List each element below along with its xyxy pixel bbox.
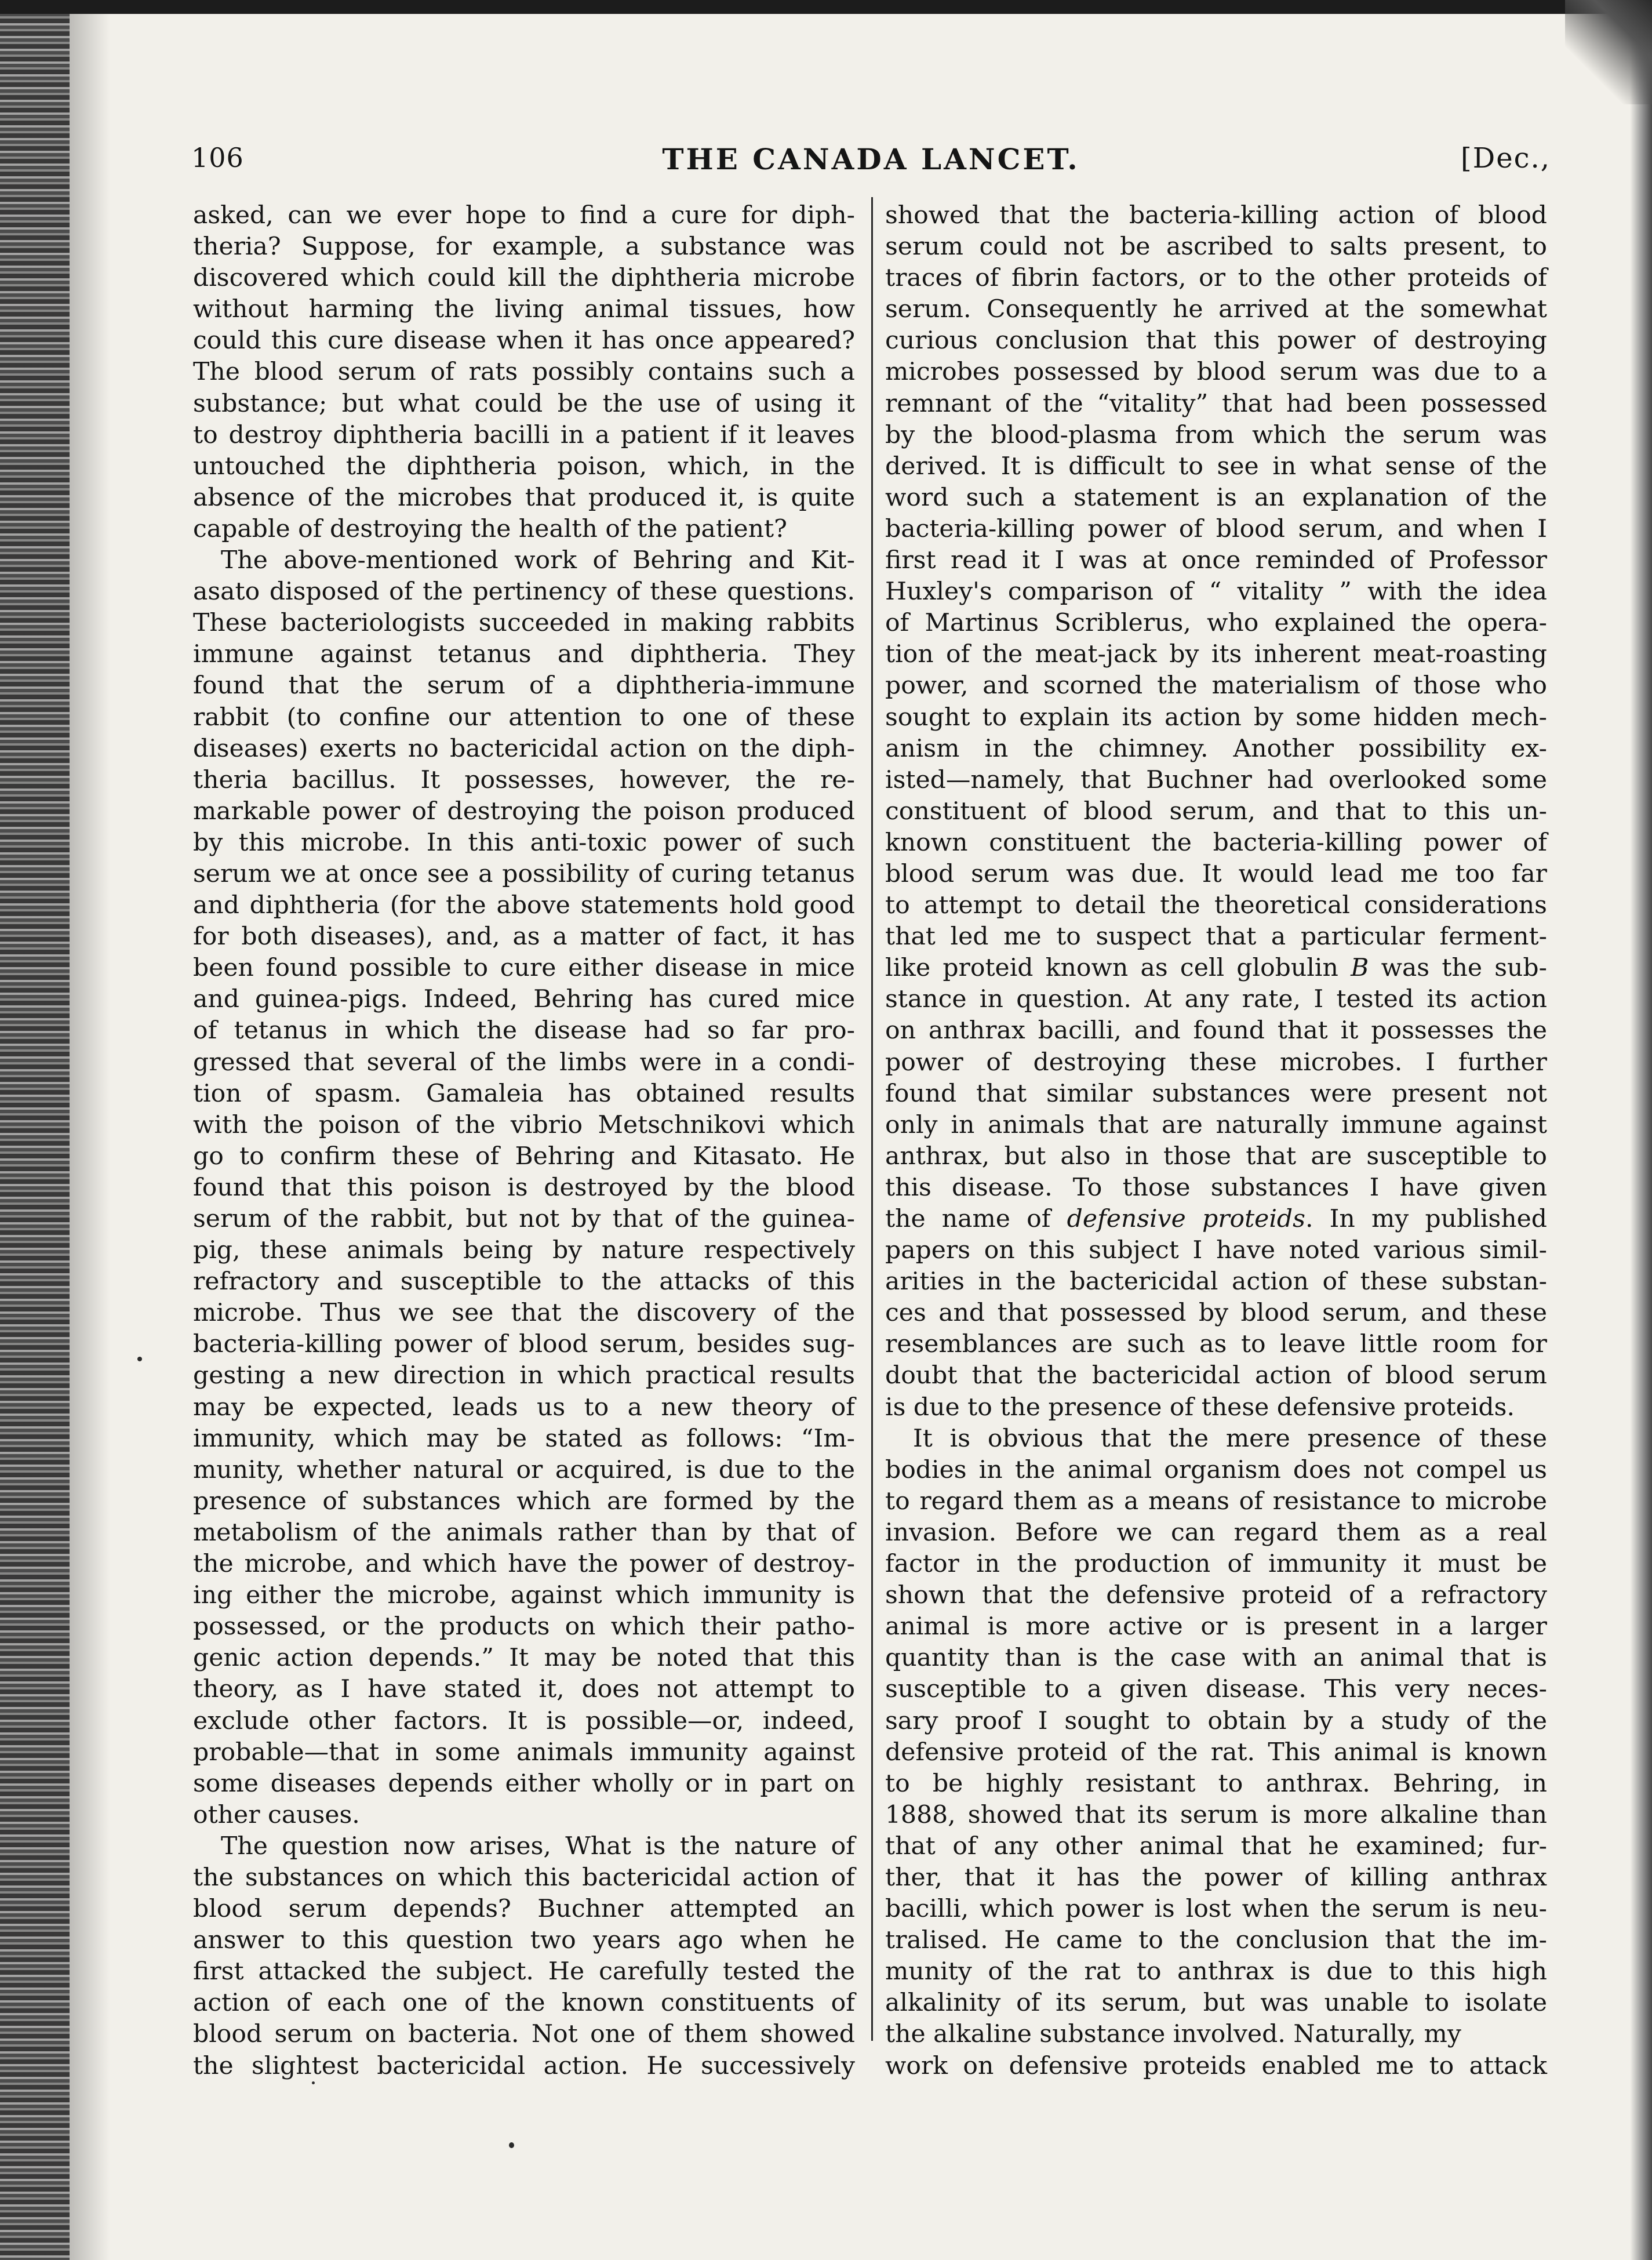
- text-line: the alkaline substance involved. Naturally, my: [885, 2020, 1461, 2049]
- text-line: to attempt to detail the theoretical considerations: [885, 891, 1547, 920]
- column-divider: [871, 197, 873, 2041]
- running-header: [191, 142, 1551, 188]
- text-line: the microbe, and which have the power of destroy-: [193, 1550, 855, 1579]
- text-line: alkalinity of its serum, but was unable to isolate: [885, 1989, 1547, 2018]
- journal-title: THE CANADA LANCET.: [662, 142, 1080, 176]
- text-line: to be highly resistant to anthrax. Behring, in: [885, 1769, 1547, 1798]
- text-line: that of any other animal that he examined; fur-: [885, 1832, 1547, 1861]
- text-line: power, and scorned the materialism of those who: [885, 671, 1547, 700]
- text-line: refractory and susceptible to the attacks of this: [193, 1267, 855, 1296]
- text-line: arities in the bactericidal action of these substan-: [885, 1267, 1547, 1296]
- text-line: is due to the presence of these defensive proteids.: [885, 1393, 1515, 1422]
- text-line: presence of substances which are formed by the: [193, 1487, 855, 1516]
- text-line: The question now arises, What is the nature of: [221, 1832, 855, 1861]
- text-line: remnant of the “vitality” that had been possessed: [885, 389, 1547, 418]
- text-line: diseases) exerts no bactericidal action on the diph-: [193, 734, 855, 763]
- text-line: work on defensive proteids enabled me to attack: [885, 2051, 1547, 2080]
- text-line: rabbit (to confine our attention to one of these: [193, 703, 855, 732]
- text-line: It is obvious that the mere presence of these: [913, 1424, 1547, 1453]
- text-line: found that the serum of a diphtheria-immune: [193, 671, 855, 700]
- text-line: ther, that it has the power of killing anthrax: [885, 1863, 1547, 1892]
- text-line: blood serum depends? Buchner attempted an: [193, 1895, 855, 1924]
- text-line: the substances on which this bactericidal action of: [193, 1863, 855, 1892]
- text-line: substance; but what could be the use of using it: [193, 389, 855, 418]
- text-line: Huxley's comparison of “ vitality ” with the idea: [885, 577, 1547, 606]
- text-line: power of destroying these microbes. I further: [885, 1048, 1547, 1077]
- text-line: the name of defensive proteids. In my published: [885, 1205, 1547, 1233]
- text-line: The blood serum of rats possibly contains such a: [193, 358, 855, 387]
- text-line: blood serum on bacteria. Not one of them showed: [193, 2020, 855, 2049]
- text-line: These bacteriologists succeeded in making rabbits: [193, 609, 855, 638]
- text-line: other causes.: [193, 1800, 360, 1829]
- text-line: serum could not be ascribed to salts present, to: [885, 232, 1547, 261]
- text-line: The above-mentioned work of Behring and Kit-: [221, 546, 855, 575]
- text-line: factor in the production of immunity it must be: [885, 1550, 1547, 1579]
- text-line: stance in question. At any rate, I tested its action: [885, 985, 1547, 1014]
- text-line: gressed that several of the limbs were in a condi-: [193, 1048, 855, 1077]
- text-line: metabolism of the animals rather than by that of: [193, 1518, 855, 1547]
- text-line: pig, these animals being by nature respectively: [193, 1236, 855, 1265]
- text-line: discovered which could kill the diphtheria microbe: [193, 264, 855, 293]
- text-line: been found possible to cure either disease in mice: [193, 954, 855, 983]
- text-line: without harming the living animal tissues, how: [193, 295, 855, 324]
- text-line: answer to this question two years ago when he: [193, 1926, 855, 1955]
- scan-left-edge: [0, 0, 70, 2260]
- text-line: of Martinus Scriblerus, who explained the opera-: [885, 609, 1547, 638]
- text-line: animal is more active or is present in a larger: [885, 1612, 1547, 1641]
- text-line: tion of spasm. Gamaleia has obtained results: [193, 1079, 855, 1108]
- text-line: resemblances are such as to leave little room for: [885, 1330, 1547, 1359]
- text-line: anthrax, but also in those that are susceptible to: [885, 1142, 1547, 1171]
- text-line: sary proof I sought to obtain by a study of the: [885, 1706, 1547, 1735]
- text-line: isted—namely, that Buchner had overlooked some: [885, 765, 1547, 794]
- text-line: and guinea-pigs. Indeed, Behring has cured mice: [193, 985, 855, 1014]
- text-line: asato disposed of the pertinency of these questions.: [193, 577, 855, 606]
- scan-corner-shadow: [1565, 0, 1652, 104]
- text-line: invasion. Before we can regard them as a real: [885, 1518, 1547, 1547]
- text-line: capable of destroying the health of the patient?: [193, 514, 787, 543]
- left-text-column: [193, 200, 855, 2082]
- text-line: to regard them as a means of resistance to microbe: [885, 1487, 1547, 1516]
- text-line: bacilli, which power is lost when the serum is neu-: [885, 1895, 1547, 1924]
- text-line: to destroy diphtheria bacilli in a patient if it leaves: [193, 420, 855, 449]
- text-line: sought to explain its action by some hidden mech-: [885, 703, 1547, 732]
- text-line: like proteid known as cell globulin B was the sub-: [885, 954, 1547, 983]
- text-line: word such a statement is an explanation of the: [885, 483, 1547, 512]
- text-line: bacteria-killing power of blood serum, besides sug-: [193, 1330, 855, 1359]
- text-line: first read it I was at once reminded of Professor: [885, 546, 1547, 575]
- text-line: microbes possessed by blood serum was due to a: [885, 358, 1547, 387]
- text-line: of tetanus in which the disease had so far pro-: [193, 1016, 855, 1045]
- text-line: serum. Consequently he arrived at the somewhat: [885, 295, 1547, 324]
- text-line: microbe. Thus we see that the discovery of the: [193, 1299, 855, 1328]
- scan-left-shadow: [70, 0, 110, 2260]
- text-line: by this microbe. In this anti-toxic power of such: [193, 828, 855, 857]
- text-line: serum we at once see a possibility of curing tetanus: [193, 859, 855, 888]
- text-line: asked, can we ever hope to find a cure for diph-: [193, 201, 855, 230]
- text-line: anism in the chimney. Another possibility ex-: [885, 734, 1547, 763]
- text-line: some diseases depends either wholly or in part on: [193, 1769, 855, 1798]
- right-text-column: [885, 200, 1547, 2082]
- text-line: action of each one of the known constituents of: [193, 1989, 855, 2018]
- text-line: theria bacillus. It possesses, however, the re-: [193, 765, 855, 794]
- text-line: derived. It is difficult to see in what sense of the: [885, 452, 1547, 481]
- text-line: probable—that in some animals immunity against: [193, 1738, 855, 1767]
- text-line: bodies in the animal organism does not compel us: [885, 1455, 1547, 1484]
- text-line: bacteria-killing power of blood serum, and when I: [885, 514, 1547, 543]
- text-line: genic action depends.” It may be noted that this: [193, 1644, 855, 1673]
- text-line: constituent of blood serum, and that to this un-: [885, 797, 1547, 826]
- text-line: found that similar substances were present not: [885, 1079, 1547, 1108]
- text-line: on anthrax bacilli, and found that it possesses the: [885, 1016, 1547, 1045]
- text-line: absence of the microbes that produced it, is quite: [193, 483, 855, 512]
- text-line: ces and that possessed by blood serum, and these: [885, 1299, 1547, 1328]
- ink-speck: [137, 1357, 142, 1361]
- text-line: traces of fibrin factors, or to the other proteids of: [885, 264, 1547, 293]
- text-line: that led me to suspect that a particular ferment-: [885, 922, 1547, 951]
- text-line: possessed, or the products on which their patho-: [193, 1612, 855, 1641]
- issue-month: [Dec.,: [1460, 142, 1551, 175]
- text-line: markable power of destroying the poison produced: [193, 797, 855, 826]
- text-line: defensive proteid of the rat. This animal is known: [885, 1738, 1547, 1767]
- text-line: only in animals that are naturally immune against: [885, 1110, 1547, 1139]
- text-line: immunity, which may be stated as follows: “Im-: [193, 1424, 855, 1453]
- text-line: by the blood-plasma from which the serum was: [885, 420, 1547, 449]
- text-line: showed that the bacteria-killing action of blood: [885, 201, 1547, 230]
- text-line: immune against tetanus and diphtheria. They: [193, 640, 855, 669]
- text-line: and diphtheria (for the above statements hold good: [193, 891, 855, 920]
- text-line: exclude other factors. It is possible—or, indeed,: [193, 1706, 855, 1735]
- text-line: papers on this subject I have noted various simil-: [885, 1236, 1547, 1265]
- text-line: gesting a new direction in which practical results: [193, 1361, 855, 1390]
- text-line: quantity than is the case with an animal that is: [885, 1644, 1547, 1673]
- text-line: may be expected, leads us to a new theory of: [193, 1393, 855, 1422]
- ink-speck: [509, 2142, 514, 2148]
- text-line: doubt that the bactericidal action of blood serum: [885, 1361, 1547, 1390]
- text-line: 1888, showed that its serum is more alkaline than: [885, 1800, 1547, 1829]
- text-line: blood serum was due. It would lead me too far: [885, 859, 1547, 888]
- text-line: with the poison of the vibrio Metschnikovi which: [193, 1110, 855, 1139]
- text-line: untouched the diphtheria poison, which, in the: [193, 452, 855, 481]
- text-line: the slightest bactericidal action. He successively: [193, 2051, 855, 2080]
- text-line: ing either the microbe, against which immunity is: [193, 1581, 855, 1610]
- text-line: theria? Suppose, for example, a substance was: [193, 232, 855, 261]
- text-line: known constituent the bacteria-killing power of: [885, 828, 1547, 857]
- text-line: munity of the rat to anthrax is due to this high: [885, 1957, 1547, 1986]
- page-number: 106: [191, 142, 244, 173]
- scan-top-edge: [0, 0, 1652, 14]
- ink-speck: [312, 2081, 315, 2084]
- text-line: munity, whether natural or acquired, is due to the: [193, 1455, 855, 1484]
- text-line: tralised. He came to the conclusion that the im-: [885, 1926, 1547, 1955]
- text-line: this disease. To those substances I have given: [885, 1173, 1547, 1202]
- scan-right-edge: [1630, 0, 1652, 2260]
- text-line: serum of the rabbit, but not by that of the guinea-: [193, 1205, 855, 1233]
- text-line: tion of the meat-jack by its inherent meat-roasting: [885, 640, 1547, 669]
- text-line: curious conclusion that this power of destroying: [885, 326, 1547, 355]
- text-line: susceptible to a given disease. This very neces-: [885, 1675, 1547, 1704]
- text-line: for both diseases), and, as a matter of fact, it has: [193, 922, 855, 951]
- text-line: shown that the defensive proteid of a refractory: [885, 1581, 1547, 1610]
- text-line: go to confirm these of Behring and Kitasato. He: [193, 1142, 855, 1171]
- text-line: could this cure disease when it has once appeared?: [193, 326, 855, 355]
- text-line: found that this poison is destroyed by the blood: [193, 1173, 855, 1202]
- text-line: theory, as I have stated it, does not attempt to: [193, 1675, 855, 1704]
- text-line: first attacked the subject. He carefully tested the: [193, 1957, 855, 1986]
